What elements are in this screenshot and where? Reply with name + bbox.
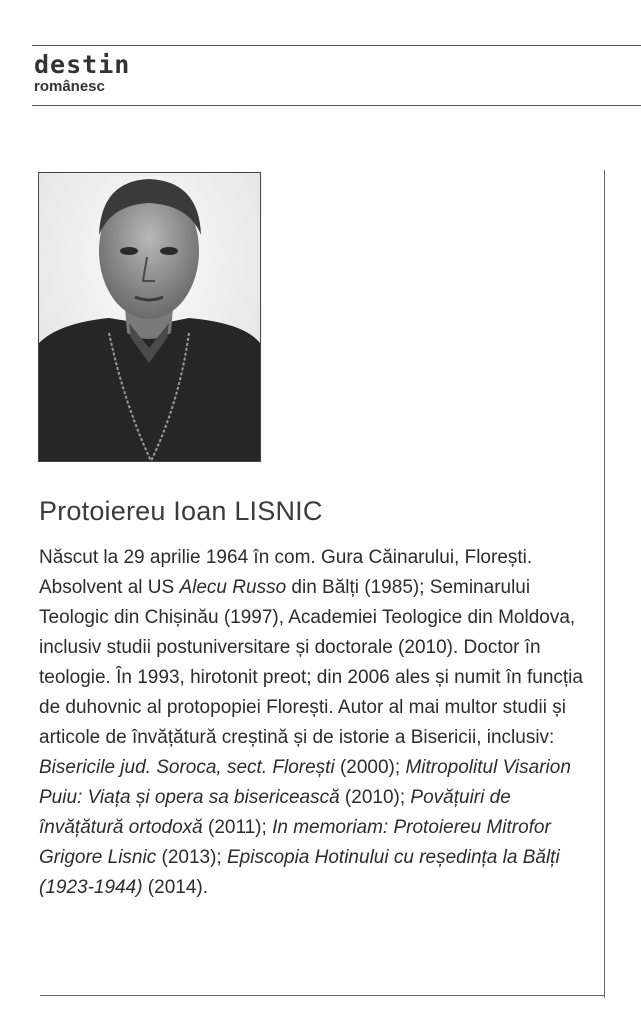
bio-italic-work-1: Bisericile jud. Soroca, sect. Florești <box>39 757 335 778</box>
bio-text: Născut la 29 aprilie 1964 în com. Gura Căinarului, Florești. Absolvent al US <box>39 547 533 598</box>
header-rule <box>32 105 641 106</box>
bio-italic-work-2: Mitropolitul Visarion Puiu: Viața și opera sa bisericească <box>39 757 571 808</box>
masthead <box>34 52 130 95</box>
bio-text: (2011); <box>202 817 273 838</box>
bio-italic-work-3: Povățuiri de învățătură ortodoxă <box>39 787 511 838</box>
bio-text: (2010); <box>339 787 411 808</box>
masthead-destin: destin <box>34 50 131 79</box>
frame-bottom-border <box>40 995 605 996</box>
portrait-photo <box>38 172 261 462</box>
biography-paragraph <box>39 543 599 903</box>
frame-right-border <box>604 170 605 998</box>
masthead-romanesc: românesc <box>34 78 105 95</box>
person-name-title: Protoiereu Ioan LISNIC <box>39 496 323 526</box>
bio-text: (2014). <box>142 877 209 898</box>
bio-text: din Bălți (1985); Seminarului Teologic din Chișinău (1997), Academiei Teologice din Moldova, inclusiv studii postuniversitare și doctorale (2010). Doctor în teologie. În 1993, hirotonit preot; din 2006 ales și numit în funcția de duhovnic al protopopiei Florești. Autor al mai multor studii și articole de învățătură creștină și de istorie a Bisericii, inclusiv: <box>39 577 583 748</box>
bio-italic-work-4: In memoriam: Protoiereu Mitrofor Grigore Lisnic <box>39 817 551 868</box>
bio-text: (2000); <box>334 757 406 778</box>
bio-italic-university: Alecu Russo <box>179 577 287 598</box>
portrait-icon <box>39 173 260 461</box>
bio-text: (2013); <box>156 847 227 868</box>
bio-italic-work-5: Episcopia Hotinului cu reședința la Bălți (1923-1944) <box>39 847 560 898</box>
top-rule <box>32 45 641 46</box>
